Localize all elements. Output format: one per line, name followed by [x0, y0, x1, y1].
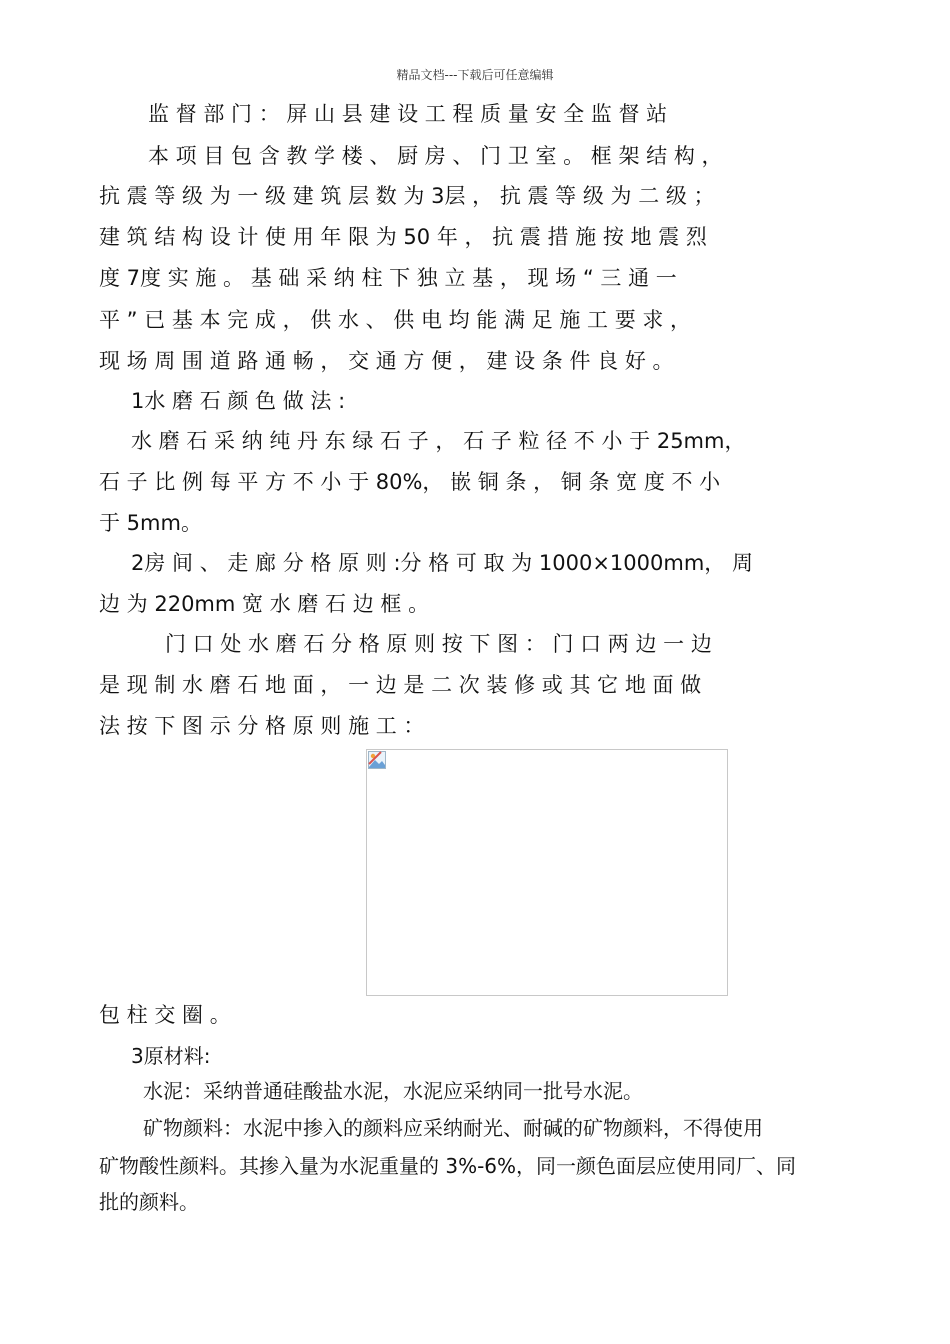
section-heading-1: 1水 磨 石 颜 色 做 法 :: [131, 389, 346, 413]
paragraph-line: 平 ” 已 基 本 完 成 ， 供 水 、 供 电 均 能 满 足 施 工 要 求 ，: [99, 308, 692, 332]
paragraph-line: 水泥：采纳普通硅酸盐水泥，水泥应采纳同一批号水泥。: [143, 1079, 643, 1103]
paragraph-line: 水 磨 石 采 纳 纯 丹 东 绿 石 子 ， 石 子 粒 径 不 小 于 25mm，: [131, 429, 746, 453]
supervision-dept-line: 监 督 部 门 ： 屏 山 县 建 设 工 程 质 量 安 全 监 督 站: [148, 102, 668, 126]
paragraph-line: 矿物颜料：水泥中掺入的颜料应采纳耐光、耐碱的矿物颜料，不得使用: [143, 1116, 763, 1140]
paragraph-line: 是 现 制 水 磨 石 地 面 ， 一 边 是 二 次 装 修 或 其 它 地 面 做: [99, 673, 702, 697]
paragraph-line: 于 5mm。: [99, 511, 202, 535]
paragraph-line: 度 7度 实 施 。 基 础 采 纳 柱 下 独 立 基 ， 现 场 “ 三 通 一: [99, 266, 677, 290]
page-header: 精品文档---下载后可任意编辑: [396, 68, 554, 82]
paragraph-line: 矿物酸性颜料。其掺入量为水泥重量的 3%-6%，同一颜色面层应使用同厂、同: [99, 1154, 797, 1178]
paragraph-line: 批的颜料。: [99, 1190, 199, 1214]
missing-figure: [366, 749, 728, 996]
broken-image-icon: [368, 751, 386, 769]
paragraph-line: 法 按 下 图 示 分 格 原 则 施 工 ：: [99, 714, 425, 738]
section-heading-2: 2房 间 、 走 廊 分 格 原 则 :分 格 可 取 为 1000×1000mm， 周: [131, 551, 753, 575]
paragraph-line: 现 场 周 围 道 路 通 畅 ， 交 通 方 便 ， 建 设 条 件 良 好 。: [99, 349, 674, 373]
paragraph-line: 门 口 处 水 磨 石 分 格 原 则 按 下 图 ： 门 口 两 边 一 边: [165, 632, 712, 656]
section-heading-3: 3原材料:: [131, 1044, 211, 1068]
paragraph-line: 抗 震 等 级 为 一 级 建 筑 层 数 为 3层 ， 抗 震 等 级 为 二 级 ；: [99, 184, 715, 208]
paragraph-line: 建 筑 结 构 设 计 使 用 年 限 为 50 年 ， 抗 震 措 施 按 地 震 烈: [99, 225, 707, 249]
paragraph-line: 本 项 目 包 含 教 学 楼 、 厨 房 、 门 卫 室 。 框 架 结 构 ，: [148, 144, 723, 168]
paragraph-line: 石 子 比 例 每 平 方 不 小 于 80%， 嵌 铜 条 ， 铜 条 宽 度 不 小: [99, 470, 721, 494]
paragraph-line: 包 柱 交 圈 。: [99, 1003, 231, 1027]
paragraph-line: 边 为 220mm 宽 水 磨 石 边 框 。: [99, 592, 430, 616]
